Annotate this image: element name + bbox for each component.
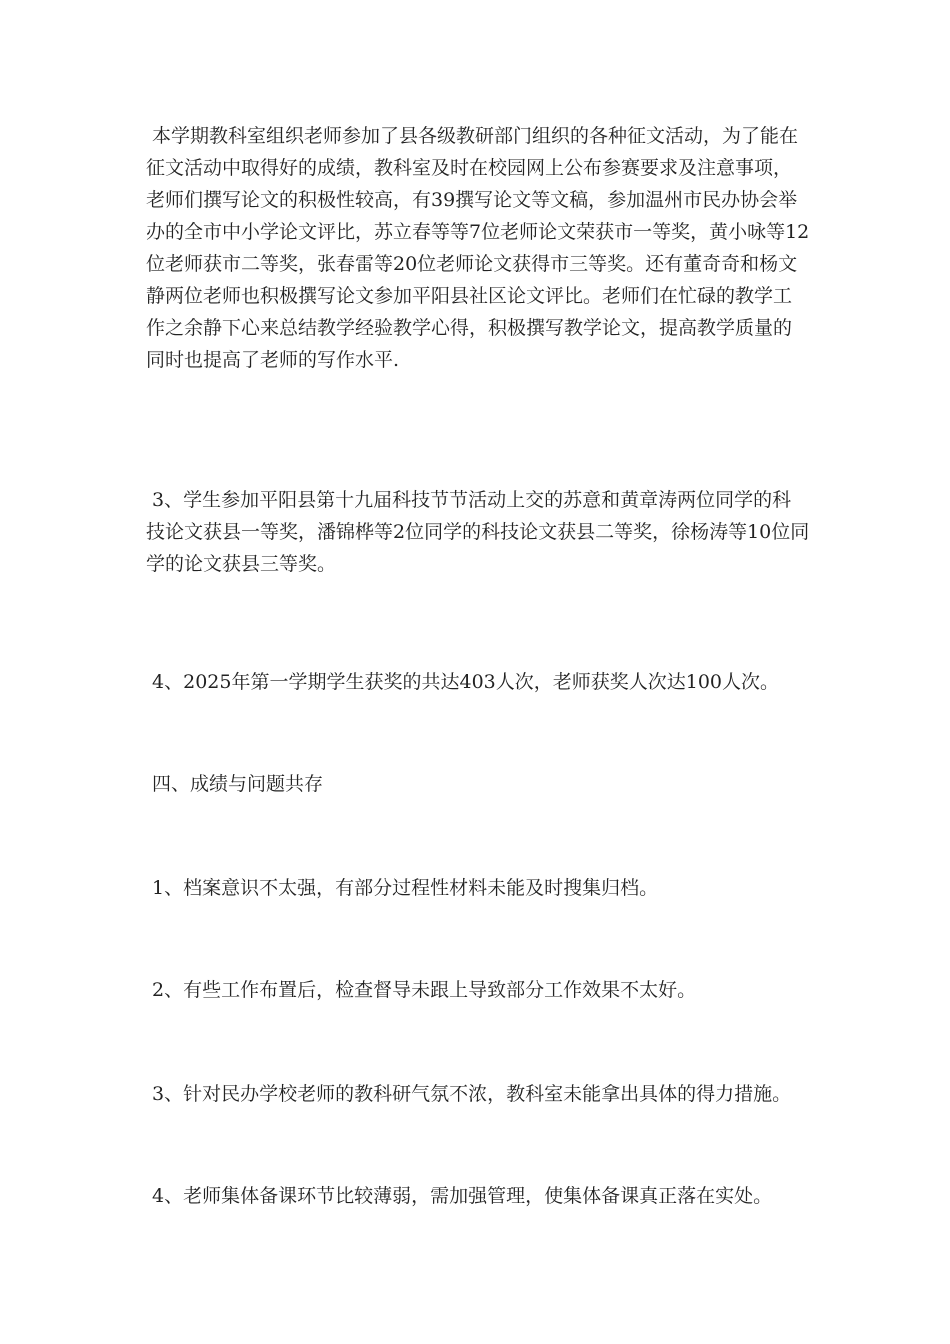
problem-item-2: 2、有些工作布置后，检查督导未跟上导致部分工作效果不太好。 bbox=[146, 979, 697, 1001]
problem-item-1: 1、档案意识不太强，有部分过程性材料未能及时搜集归档。 bbox=[146, 877, 659, 899]
problem-item-3: 3、针对民办学校老师的教科研气氛不浓，教科室未能拿出具体的得力措施。 bbox=[146, 1083, 792, 1105]
paragraph-award-totals: 4、2025年第一学期学生获奖的共达403人次，老师获奖人次达100人次。 bbox=[146, 671, 780, 693]
section-heading-achievements-problems: 四、成绩与问题共存 bbox=[146, 773, 324, 795]
paragraph-student-tech-papers: 3、学生参加平阳县第十九届科技节节活动上交的苏意和黄章涛两位同学的科技论文获县一等奖，潘锦桦等2位同学的科技论文获县二等奖，徐杨涛等10位同学的论文获县三等奖。 bbox=[146, 489, 810, 575]
problem-item-4: 4、老师集体备课环节比较薄弱，需加强管理，使集体备课真正落在实处。 bbox=[146, 1185, 773, 1207]
paragraph-essay-activities: 本学期教科室组织老师参加了县各级教研部门组织的各种征文活动，为了能在征文活动中取得好的成绩，教科室及时在校园网上公布参赛要求及注意事项，老师们撰写论文的积极性较高，有39撰写论文等文稿，参加温州市民办协会举办的全市中小学论文评比，苏立春等等7位老师论文荣获市一等奖，黄小咏等12位老师获市二等奖，张春雷等20位老师论文获得市三等奖。还有董奇奇和杨文静两位老师也积极撰写论文参加平阳县社区论文评比。老师们在忙碌的教学工作之余静下心来总结教学经验教学心得，积极撰写教学论文，提高教学质量的同时也提高了老师的写作水平. bbox=[146, 125, 810, 371]
